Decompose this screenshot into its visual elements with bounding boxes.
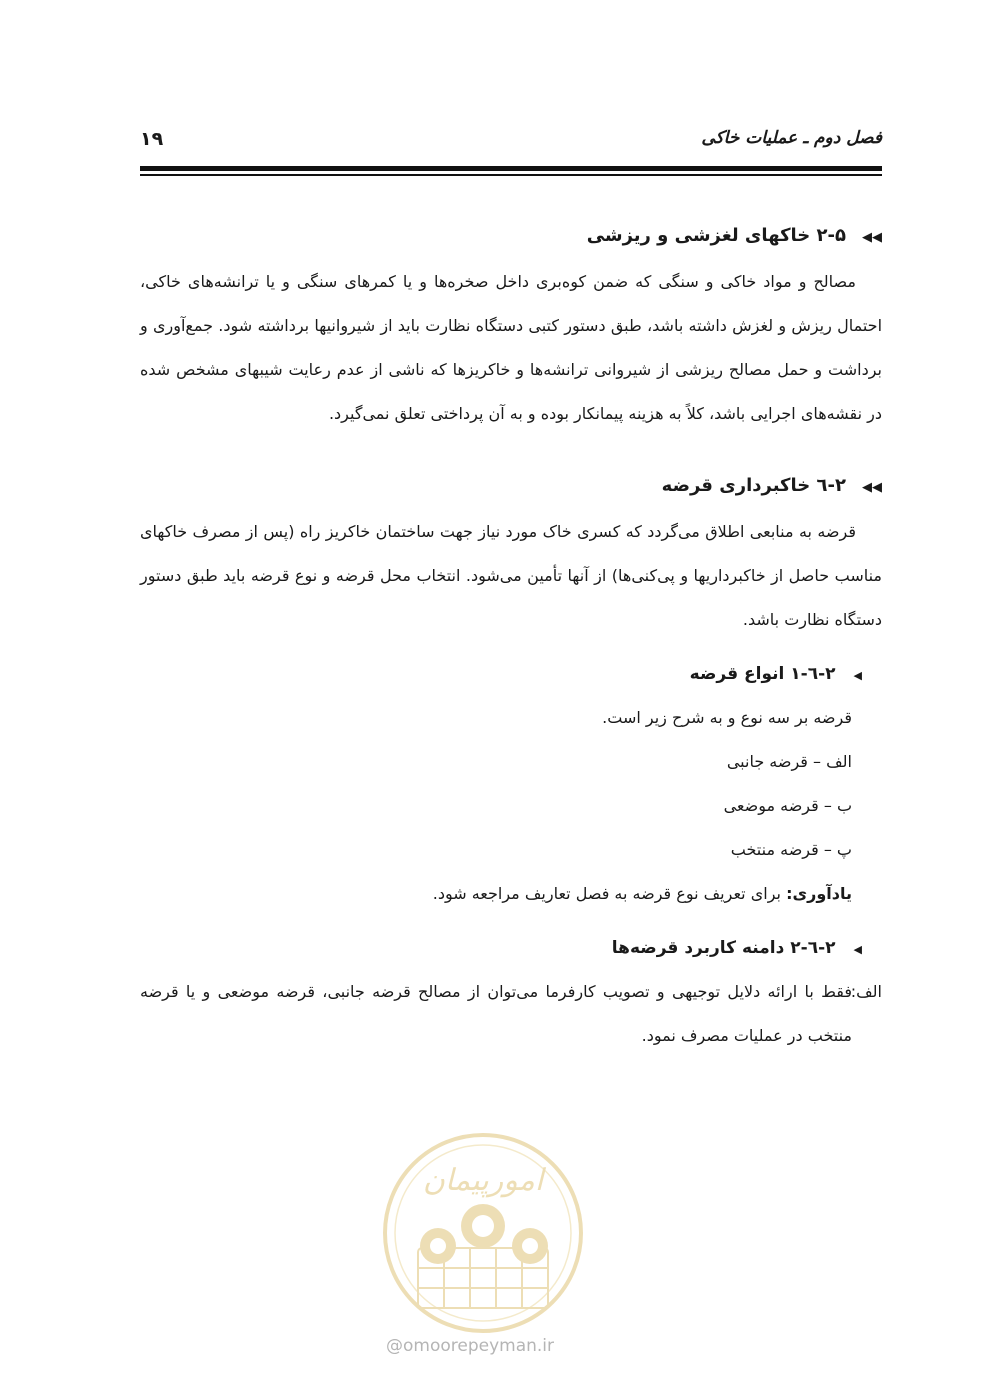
header-rule-thick bbox=[140, 166, 882, 171]
reminder-label: یادآوری: bbox=[786, 884, 852, 903]
paragraph-line: خاکی، احتمال ریزش و لغزش داشته باشد، طبق دستور کتبی دستگاه نظارت باید از شیروانیها برداشته bbox=[140, 272, 883, 335]
page-header bbox=[140, 128, 882, 158]
section-heading-2-6 bbox=[140, 462, 882, 510]
double-arrow-icon: ◀◀ bbox=[862, 230, 882, 245]
paragraph-line: قرضه به منابعی اطلاق می‌گردد که کسری خاک مورد نیاز جهت ساختمان خاکریز راه (پس از bbox=[245, 522, 856, 541]
section-heading-text: ۲-٦ خاکبرداری قرضه bbox=[661, 475, 846, 496]
subsection-heading-2-6-2 bbox=[140, 926, 882, 970]
section-2-5-paragraph bbox=[140, 260, 882, 436]
section-2-6-paragraph bbox=[140, 510, 882, 642]
arrow-icon: ◀ bbox=[853, 943, 862, 956]
paragraph-line: تعلق نمی‌گیرد. bbox=[328, 404, 426, 423]
chapter-title: فصل دوم ـ عملیات خاکی bbox=[701, 128, 882, 148]
subsection-heading-text: ۲-٦-۱ انواع قرضه bbox=[689, 664, 836, 684]
scope-item bbox=[140, 970, 882, 1058]
list-item: الف – قرضه جانبی bbox=[726, 752, 852, 771]
double-arrow-icon: ◀◀ bbox=[862, 480, 882, 495]
section-heading-2-5 bbox=[140, 212, 882, 260]
list-item: ب – قرضه موضعی bbox=[723, 796, 852, 815]
paragraph-line: نوع قرضه باید طبق دستور دستگاه نظارت باشد. bbox=[140, 566, 882, 629]
watermark-logo bbox=[378, 1128, 588, 1338]
watermark-url: @omoorepeyman.ir bbox=[386, 1336, 555, 1356]
page-content bbox=[140, 212, 882, 1058]
scope-item-label: الف: bbox=[850, 982, 882, 1001]
paragraph-line: مصالح و مواد خاکی و سنگی که ضمن کوه‌بری داخل صخره‌ها و یا کمرهای سنگی و یا ترانشه‌های bbox=[187, 272, 856, 291]
watermark-logo-text: امورپیمان bbox=[422, 1163, 544, 1198]
paragraph-line: مصرف خاکهای مناسب حاصل از خاکبرداریها و پی‌کنی‌ها) از آنها تأمین می‌شود. انتخاب محل قرضه و bbox=[140, 522, 882, 585]
list-item: پ – قرضه منتخب bbox=[730, 840, 852, 859]
paragraph-line: رعایت شیبهای مشخص شده در نقشه‌های اجرایی باشد، کلاً به هزینه پیمانکار بوده و به آن پرداختی bbox=[140, 360, 882, 423]
reminder-note bbox=[140, 872, 882, 916]
section-heading-text: ۲-۵ خاکهای لغزشی و ریزشی bbox=[586, 225, 846, 246]
subsection-intro: قرضه بر سه نوع و به شرح زیر است. bbox=[602, 708, 852, 727]
scope-item-text: فقط با ارائه دلایل توجیهی و تصویب کارفرما می‌توان از مصالح قرضه جانبی، قرضه موضعی و یا قرضه منتخب در عملیات مصرف نمود. bbox=[140, 982, 852, 1045]
subsection-heading-text: ۲-٦-۲ دامنه کاربرد قرضه‌ها bbox=[611, 938, 836, 958]
subsection-heading-2-6-1 bbox=[140, 652, 882, 696]
paragraph-line: شود. جمع‌آوری و برداشت و حمل مصالح ریزشی از شیروانی ترانشه‌ها و خاکریزها که ناشی از عدم bbox=[140, 316, 882, 379]
page-number: ۱۹ bbox=[140, 128, 164, 150]
header-rule-thin bbox=[140, 174, 882, 176]
reminder-text: برای تعریف نوع قرضه به فصل تعاریف مراجعه شود. bbox=[432, 884, 787, 903]
arrow-icon: ◀ bbox=[853, 669, 862, 682]
